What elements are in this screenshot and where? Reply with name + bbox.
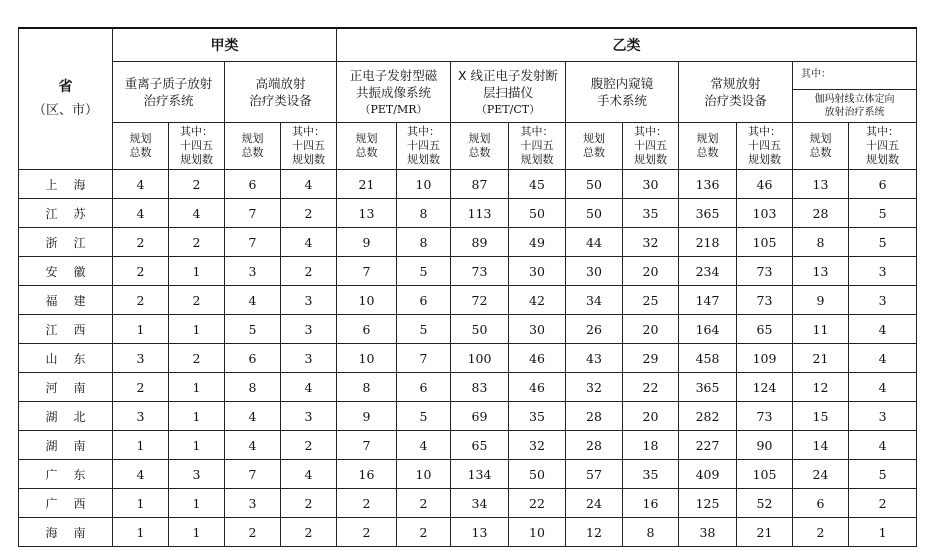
- header-label-line: 规划数: [748, 153, 781, 166]
- table-row: [19, 518, 917, 547]
- value-cell: 147: [679, 286, 737, 315]
- value-cell: 1: [169, 315, 225, 344]
- value-cell: 3: [113, 344, 169, 373]
- category-label-line: 正电子发射型磁: [349, 67, 438, 83]
- value-cell: 4: [849, 431, 917, 460]
- table-row: [19, 373, 917, 402]
- value-cell: 1: [113, 518, 169, 547]
- value-cell: 3: [225, 489, 281, 518]
- value-cell: 21: [737, 518, 793, 547]
- value-cell: 2: [281, 257, 337, 286]
- province-header: [19, 28, 113, 170]
- category-label-line: 共振成像系统: [355, 84, 431, 100]
- table-header: [19, 28, 917, 170]
- category-label-line: 治疗类设备: [704, 93, 767, 108]
- category-heavy-ion-proton: [113, 62, 225, 123]
- value-cell: 8: [225, 373, 281, 402]
- header-label-line: 总数: [355, 146, 378, 159]
- value-cell: 2: [113, 228, 169, 257]
- class-a-header: 甲类: [113, 28, 337, 62]
- planned-total-header: [566, 123, 623, 170]
- value-cell: 32: [509, 431, 566, 460]
- value-cell: 2: [113, 286, 169, 315]
- value-cell: 20: [623, 402, 679, 431]
- value-cell: 9: [337, 228, 397, 257]
- value-cell: 218: [679, 228, 737, 257]
- header-label-line: 规划: [468, 132, 491, 145]
- value-cell: 13: [793, 257, 849, 286]
- header-label-line: 总数: [809, 146, 832, 159]
- plan-14th-five-year-header: [397, 123, 451, 170]
- value-cell: 7: [397, 344, 451, 373]
- planned-total-header: [451, 123, 509, 170]
- category-label-line: 放射治疗系统: [824, 107, 885, 118]
- value-cell: 136: [679, 170, 737, 199]
- planned-total-header: [793, 123, 849, 170]
- value-cell: 227: [679, 431, 737, 460]
- value-cell: 4: [849, 315, 917, 344]
- value-cell: 3: [169, 460, 225, 489]
- value-cell: 3: [849, 286, 917, 315]
- value-cell: 28: [566, 402, 623, 431]
- value-cell: 4: [849, 373, 917, 402]
- province-cell: 浙江: [19, 228, 113, 257]
- value-cell: 6: [793, 489, 849, 518]
- header-label-line: 其中：: [748, 125, 781, 138]
- value-cell: 105: [737, 460, 793, 489]
- value-cell: 282: [679, 402, 737, 431]
- value-cell: 46: [509, 344, 566, 373]
- value-cell: 16: [337, 460, 397, 489]
- header-label-line: 规划: [241, 132, 264, 145]
- planned-total-header: [337, 123, 397, 170]
- value-cell: 5: [397, 315, 451, 344]
- value-cell: 4: [849, 344, 917, 373]
- header-label-line: 总数: [696, 146, 719, 159]
- value-cell: 10: [397, 170, 451, 199]
- category-label-line: 手术系统: [596, 93, 647, 108]
- header-label-line: 总数: [583, 146, 605, 159]
- category-label-line: 腹腔内窥镜: [590, 76, 654, 91]
- value-cell: 234: [679, 257, 737, 286]
- value-cell: 1: [169, 518, 225, 547]
- province-cell: 湖南: [19, 431, 113, 460]
- value-cell: 1: [169, 373, 225, 402]
- header-label-line: 十四五: [180, 139, 213, 152]
- value-cell: 57: [566, 460, 623, 489]
- table-row: [19, 286, 917, 315]
- header-label-line: 规划数: [407, 153, 440, 166]
- value-cell: 13: [337, 199, 397, 228]
- category-label-line: 重离子质子放射: [124, 76, 213, 91]
- plan-14th-five-year-header: [169, 123, 225, 170]
- value-cell: 3: [281, 402, 337, 431]
- value-cell: 3: [281, 315, 337, 344]
- planned-total-header: [113, 123, 169, 170]
- value-cell: 46: [737, 170, 793, 199]
- value-cell: 2: [849, 489, 917, 518]
- value-cell: 4: [113, 170, 169, 199]
- value-cell: 43: [566, 344, 623, 373]
- value-cell: 1: [113, 315, 169, 344]
- table-row: [19, 170, 917, 199]
- value-cell: 2: [113, 373, 169, 402]
- value-cell: 7: [337, 431, 397, 460]
- table-row: [19, 460, 917, 489]
- value-cell: 2: [169, 170, 225, 199]
- value-cell: 15: [793, 402, 849, 431]
- plan-14th-five-year-header: [509, 123, 566, 170]
- category-label-line: （PET/CT）: [475, 102, 541, 116]
- value-cell: 50: [566, 199, 623, 228]
- value-cell: 4: [169, 199, 225, 228]
- value-cell: 26: [566, 315, 623, 344]
- value-cell: 6: [225, 344, 281, 373]
- value-cell: 46: [509, 373, 566, 402]
- value-cell: 2: [281, 199, 337, 228]
- value-cell: 134: [451, 460, 509, 489]
- gamma-knife-intro: 其中：: [793, 62, 917, 90]
- province-cell: 河南: [19, 373, 113, 402]
- value-cell: 1: [169, 402, 225, 431]
- value-cell: 2: [281, 518, 337, 547]
- value-cell: 10: [337, 344, 397, 373]
- category-laparoscopic-surgery: [566, 62, 679, 123]
- value-cell: 1: [849, 518, 917, 547]
- value-cell: 2: [169, 344, 225, 373]
- category-label-line: 伽玛射线立体定向: [814, 94, 895, 105]
- value-cell: 73: [737, 257, 793, 286]
- value-cell: 30: [623, 170, 679, 199]
- header-label-line: 十四五: [866, 139, 900, 152]
- value-cell: 4: [397, 431, 451, 460]
- value-cell: 1: [169, 489, 225, 518]
- header-label-line: 其中：: [866, 125, 900, 138]
- value-cell: 28: [793, 199, 849, 228]
- table-row: [19, 199, 917, 228]
- value-cell: 65: [451, 431, 509, 460]
- value-cell: 3: [225, 257, 281, 286]
- value-cell: 32: [566, 373, 623, 402]
- plan-14th-five-year-header: [737, 123, 793, 170]
- header-label-line: 总数: [241, 146, 264, 159]
- value-cell: 73: [737, 286, 793, 315]
- value-cell: 83: [451, 373, 509, 402]
- header-label-line: 其中：: [180, 125, 213, 138]
- value-cell: 25: [623, 286, 679, 315]
- value-cell: 28: [566, 431, 623, 460]
- table-row: [19, 489, 917, 518]
- value-cell: 7: [225, 199, 281, 228]
- value-cell: 30: [509, 315, 566, 344]
- category-pet-ct: [451, 62, 566, 123]
- header-label-line: 规划: [355, 132, 378, 145]
- header-label-line: 其中：: [407, 125, 440, 138]
- header-label-line: 十四五: [748, 139, 781, 152]
- value-cell: 35: [623, 199, 679, 228]
- header-label-line: 规划: [696, 132, 719, 145]
- value-cell: 20: [623, 257, 679, 286]
- value-cell: 5: [849, 228, 917, 257]
- value-cell: 365: [679, 373, 737, 402]
- value-cell: 1: [169, 257, 225, 286]
- value-cell: 50: [451, 315, 509, 344]
- header-label-line: 十四五: [292, 139, 325, 152]
- subheader-row: [19, 123, 917, 170]
- value-cell: 6: [397, 373, 451, 402]
- table-row: [19, 402, 917, 431]
- province-cell: 湖北: [19, 402, 113, 431]
- value-cell: 10: [337, 286, 397, 315]
- value-cell: 2: [113, 257, 169, 286]
- value-cell: 49: [509, 228, 566, 257]
- value-cell: 32: [623, 228, 679, 257]
- value-cell: 6: [337, 315, 397, 344]
- equipment-planning-table: [18, 27, 917, 547]
- value-cell: 13: [793, 170, 849, 199]
- province-cell: 安徽: [19, 257, 113, 286]
- value-cell: 5: [397, 402, 451, 431]
- category-label-line: 治疗类设备: [249, 93, 312, 108]
- value-cell: 3: [281, 286, 337, 315]
- header-label-line: 十四五: [520, 139, 554, 152]
- value-cell: 24: [566, 489, 623, 518]
- value-cell: 8: [397, 228, 451, 257]
- value-cell: 9: [337, 402, 397, 431]
- header-label-line: 规划数: [866, 153, 900, 166]
- header-label-line: 规划数: [520, 153, 554, 166]
- value-cell: 4: [281, 228, 337, 257]
- category-label-line: 层扫描仪: [482, 84, 533, 100]
- value-cell: 125: [679, 489, 737, 518]
- category-label-line: （PET/MR）: [359, 102, 428, 116]
- value-cell: 30: [509, 257, 566, 286]
- value-cell: 105: [737, 228, 793, 257]
- value-cell: 109: [737, 344, 793, 373]
- value-cell: 5: [849, 199, 917, 228]
- value-cell: 14: [793, 431, 849, 460]
- value-cell: 90: [737, 431, 793, 460]
- category-high-end-radiotherapy: [225, 62, 337, 123]
- value-cell: 34: [451, 489, 509, 518]
- table-row: [19, 228, 917, 257]
- value-cell: 52: [737, 489, 793, 518]
- value-cell: 4: [225, 286, 281, 315]
- value-cell: 5: [225, 315, 281, 344]
- value-cell: 103: [737, 199, 793, 228]
- value-cell: 10: [509, 518, 566, 547]
- class-b-header: 乙类: [337, 28, 917, 62]
- value-cell: 69: [451, 402, 509, 431]
- value-cell: 20: [623, 315, 679, 344]
- value-cell: 21: [337, 170, 397, 199]
- value-cell: 50: [509, 199, 566, 228]
- province-header-line1: 省: [58, 79, 73, 95]
- value-cell: 10: [397, 460, 451, 489]
- value-cell: 365: [679, 199, 737, 228]
- value-cell: 113: [451, 199, 509, 228]
- plan-14th-five-year-header: [281, 123, 337, 170]
- planned-total-header: [225, 123, 281, 170]
- value-cell: 24: [793, 460, 849, 489]
- province-cell: 江西: [19, 315, 113, 344]
- value-cell: 3: [281, 344, 337, 373]
- planned-total-header: [679, 123, 737, 170]
- plan-14th-five-year-header: [623, 123, 679, 170]
- table-row: [19, 257, 917, 286]
- value-cell: 8: [793, 228, 849, 257]
- value-cell: 12: [566, 518, 623, 547]
- value-cell: 22: [623, 373, 679, 402]
- value-cell: 4: [281, 170, 337, 199]
- category-label-line: 常规放射: [710, 76, 761, 91]
- value-cell: 2: [281, 431, 337, 460]
- value-cell: 45: [509, 170, 566, 199]
- value-cell: 1: [169, 431, 225, 460]
- value-cell: 4: [225, 402, 281, 431]
- value-cell: 34: [566, 286, 623, 315]
- header-label-line: 总数: [129, 146, 152, 159]
- value-cell: 7: [225, 228, 281, 257]
- value-cell: 1: [113, 489, 169, 518]
- value-cell: 22: [509, 489, 566, 518]
- province-header-line2: （区、市）: [32, 103, 98, 118]
- value-cell: 73: [737, 402, 793, 431]
- value-cell: 458: [679, 344, 737, 373]
- table-row: [19, 344, 917, 373]
- value-cell: 164: [679, 315, 737, 344]
- value-cell: 5: [397, 257, 451, 286]
- value-cell: 2: [225, 518, 281, 547]
- header-label-line: 十四五: [634, 139, 667, 152]
- value-cell: 2: [337, 489, 397, 518]
- value-cell: 8: [397, 199, 451, 228]
- value-cell: 50: [509, 460, 566, 489]
- value-cell: 4: [281, 460, 337, 489]
- value-cell: 2: [169, 286, 225, 315]
- value-cell: 2: [169, 228, 225, 257]
- category-gamma-knife: [793, 90, 917, 123]
- category-label-line: 高端放射: [255, 76, 306, 91]
- header-label-line: 规划: [583, 132, 605, 145]
- province-cell: 福建: [19, 286, 113, 315]
- province-cell: 上海: [19, 170, 113, 199]
- value-cell: 2: [397, 518, 451, 547]
- value-cell: 30: [566, 257, 623, 286]
- value-cell: 6: [849, 170, 917, 199]
- value-cell: 89: [451, 228, 509, 257]
- value-cell: 100: [451, 344, 509, 373]
- value-cell: 11: [793, 315, 849, 344]
- value-cell: 7: [337, 257, 397, 286]
- value-cell: 4: [225, 431, 281, 460]
- header-label-line: 十四五: [407, 139, 440, 152]
- table-body: [19, 170, 917, 547]
- table-row: [19, 315, 917, 344]
- value-cell: 13: [451, 518, 509, 547]
- value-cell: 124: [737, 373, 793, 402]
- category-label-line: 治疗系统: [143, 93, 194, 108]
- value-cell: 16: [623, 489, 679, 518]
- value-cell: 35: [509, 402, 566, 431]
- value-cell: 6: [225, 170, 281, 199]
- value-cell: 21: [793, 344, 849, 373]
- value-cell: 409: [679, 460, 737, 489]
- header-label-line: 总数: [468, 146, 491, 159]
- value-cell: 8: [337, 373, 397, 402]
- header-label-line: 规划数: [634, 153, 667, 166]
- category-conventional-radiotherapy: [679, 62, 793, 123]
- header-label-line: 其中：: [292, 125, 325, 138]
- value-cell: 65: [737, 315, 793, 344]
- value-cell: 2: [337, 518, 397, 547]
- value-cell: 4: [113, 460, 169, 489]
- value-cell: 7: [225, 460, 281, 489]
- value-cell: 18: [623, 431, 679, 460]
- value-cell: 1: [113, 431, 169, 460]
- province-cell: 广西: [19, 489, 113, 518]
- category-pet-mr: [337, 62, 451, 123]
- value-cell: 4: [281, 373, 337, 402]
- value-cell: 73: [451, 257, 509, 286]
- plan-14th-five-year-header: [849, 123, 917, 170]
- value-cell: 29: [623, 344, 679, 373]
- value-cell: 9: [793, 286, 849, 315]
- value-cell: 5: [849, 460, 917, 489]
- value-cell: 35: [623, 460, 679, 489]
- value-cell: 2: [281, 489, 337, 518]
- value-cell: 3: [849, 402, 917, 431]
- value-cell: 2: [397, 489, 451, 518]
- header-label-line: 规划: [129, 132, 152, 145]
- header-label-line: 规划数: [292, 153, 325, 166]
- value-cell: 72: [451, 286, 509, 315]
- value-cell: 3: [849, 257, 917, 286]
- value-cell: 4: [113, 199, 169, 228]
- value-cell: 42: [509, 286, 566, 315]
- value-cell: 8: [623, 518, 679, 547]
- value-cell: 6: [397, 286, 451, 315]
- province-cell: 广东: [19, 460, 113, 489]
- header-label-line: 其中：: [634, 125, 667, 138]
- header-label-line: 规划数: [180, 153, 213, 166]
- header-label-line: 规划: [809, 132, 832, 145]
- province-cell: 山东: [19, 344, 113, 373]
- value-cell: 38: [679, 518, 737, 547]
- table-row: [19, 431, 917, 460]
- value-cell: 12: [793, 373, 849, 402]
- value-cell: 3: [113, 402, 169, 431]
- province-cell: 海南: [19, 518, 113, 547]
- value-cell: 87: [451, 170, 509, 199]
- value-cell: 50: [566, 170, 623, 199]
- value-cell: 2: [793, 518, 849, 547]
- category-label-line: X 线正电子发射断: [457, 67, 559, 83]
- header-label-line: 其中：: [520, 125, 554, 138]
- value-cell: 44: [566, 228, 623, 257]
- province-cell: 江苏: [19, 199, 113, 228]
